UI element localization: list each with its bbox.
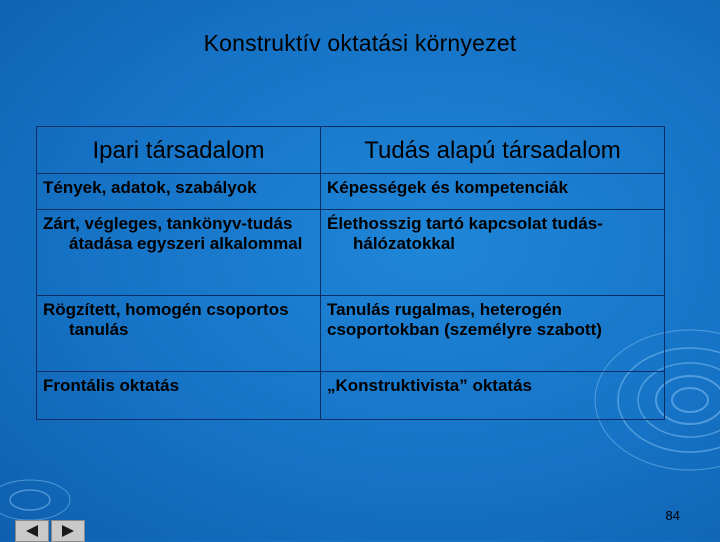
table-cell: Rögzített, homogén csoportos tanulás <box>37 296 321 372</box>
header-industrial-society: Ipari társadalom <box>37 127 321 174</box>
table-cell: Frontális oktatás <box>37 372 321 420</box>
header-knowledge-society: Tudás alapú társadalom <box>321 127 665 174</box>
previous-slide-button[interactable] <box>15 520 49 542</box>
table-cell: Zárt, végleges, tankönyv-tudás átadása egyszeri alkalommal <box>37 210 321 296</box>
table-cell: Képességek és kompetenciák <box>321 174 665 210</box>
table-header-row <box>37 127 665 174</box>
table-cell: „Konstruktivista” oktatás <box>321 372 665 420</box>
slide-title: Konstruktív oktatási környezet <box>203 30 517 56</box>
table-cell: Élethosszig tartó kapcsolat tudás-hálózatokkal <box>321 210 665 296</box>
next-slide-button[interactable] <box>51 520 85 542</box>
table-cell: Tanulás rugalmas, heterogén csoportokban (személyre szabott) <box>321 296 665 372</box>
slide-navigation <box>15 520 85 542</box>
table-row <box>37 296 665 372</box>
table-row <box>37 210 665 296</box>
page-number: 84 <box>665 508 680 523</box>
triangle-right-icon <box>60 524 76 538</box>
comparison-table <box>36 126 665 420</box>
triangle-left-icon <box>24 524 40 538</box>
table-row <box>37 372 665 420</box>
table-cell: Tények, adatok, szabályok <box>37 174 321 210</box>
table-row <box>37 174 665 210</box>
